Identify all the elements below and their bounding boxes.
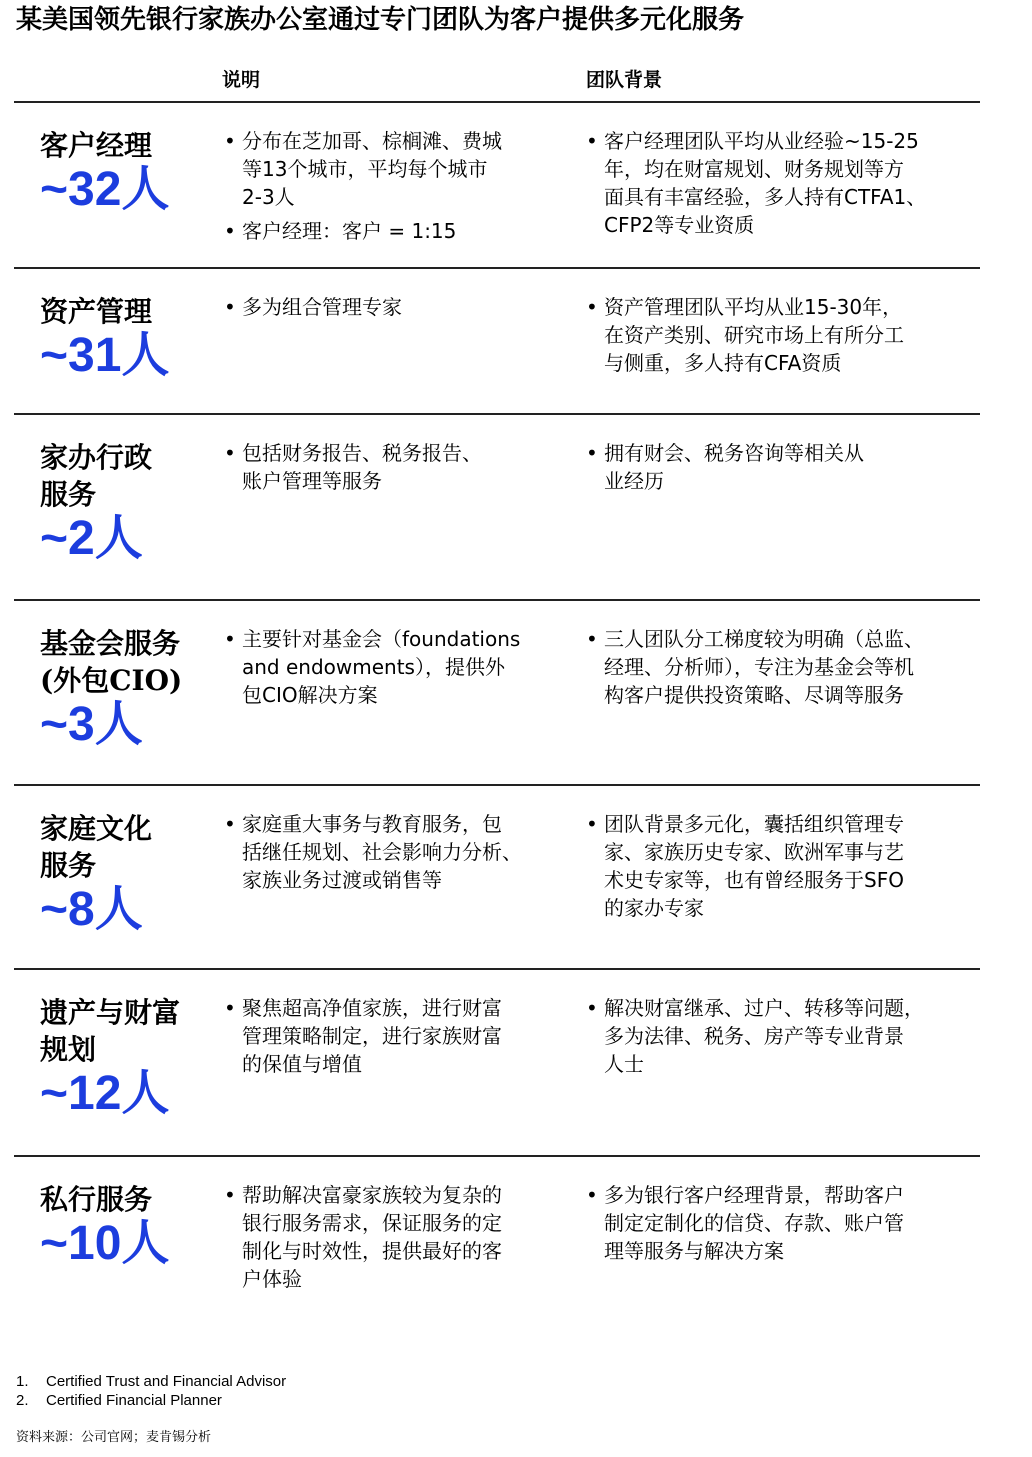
bullet-text-line: 术史专家等，也有曾经服务于SFO (604, 868, 904, 892)
table-row (14, 784, 980, 968)
bullet-item (584, 439, 980, 495)
bullet-text-line: 多为法律、税务、房产等专业背景 (604, 1024, 904, 1048)
bullet-text-line: • 客户经理团队平均从业经验~15-25 (604, 129, 919, 153)
team-name (40, 439, 215, 567)
bullet-text-line: • 多为银行客户经理背景，帮助客户 (604, 1183, 904, 1207)
bullet-text-line: 银行服务需求，保证服务的定 (242, 1211, 502, 1235)
bullet-text-line: • 主要针对基金会（foundations (242, 627, 521, 651)
bullet-text-line: 等13个城市，平均每个城市 (242, 157, 488, 181)
bullet-text-line: • 家庭重大事务与教育服务，包 (242, 812, 502, 836)
team-size: ~31人 (40, 329, 170, 382)
bullet-text-line: 账户管理等服务 (242, 469, 382, 493)
bullet-text-line: CFP2等专业资质 (604, 213, 755, 237)
bullet-text-line: 括继任规划、社会影响力分析、 (242, 840, 522, 864)
bullet-text-line: • 解决财富继承、过户、转移等问题， (604, 996, 924, 1020)
team-name-line: 服务 (40, 849, 97, 882)
page-title: 某美国领先银行家族办公室通过专门团队为客户提供多元化服务 (16, 5, 745, 35)
bullet-item (584, 994, 980, 1078)
bullet-item (222, 994, 567, 1078)
table-row (14, 101, 980, 267)
table-row (14, 968, 980, 1155)
team-size: ~32人 (40, 163, 170, 216)
bullet-text-line: • 帮助解决富豪家族较为复杂的 (242, 1183, 502, 1207)
bullet-text-line: 制化与时效性，提供最好的客 (242, 1239, 502, 1263)
team-name-line: 客户经理 (40, 129, 153, 162)
description-cell (222, 1181, 567, 1299)
bullet-text-line: 在资产类别、研究市场上有所分工 (604, 323, 904, 347)
team-name-line: 服务 (40, 478, 97, 511)
column-header-description: 说明 (222, 69, 261, 91)
team-name (40, 1181, 215, 1272)
background-cell (584, 810, 980, 928)
table-row (14, 267, 980, 413)
table-row (14, 413, 980, 599)
bullet-text-line: 面具有丰富经验，多人持有CTFA1、 (604, 185, 927, 209)
bullet-item (584, 127, 980, 239)
team-name-line: 资产管理 (40, 295, 153, 328)
bullet-text-line: 包CIO解决方案 (242, 683, 378, 707)
bullet-item (222, 625, 567, 709)
team-name (40, 625, 215, 753)
description-cell (222, 994, 567, 1084)
team-name (40, 810, 215, 938)
bullet-item (584, 810, 980, 922)
bullet-text-line: 的保值与增值 (242, 1052, 362, 1076)
bullet-item (222, 217, 567, 245)
team-name-line: 私行服务 (40, 1183, 153, 1216)
bullet-text-line: • 资产管理团队平均从业15-30年， (604, 295, 903, 319)
description-cell (222, 810, 567, 900)
bullet-text-line: 业经历 (604, 469, 664, 493)
team-name-line: 规划 (40, 1033, 97, 1066)
bullet-text-line: 构客户提供投资策略、尽调等服务 (604, 683, 904, 707)
background-cell (584, 439, 980, 501)
team-name (40, 293, 215, 384)
bullet-item (222, 1181, 567, 1293)
bullet-text-line: • 团队背景多元化，囊括组织管理专 (604, 812, 904, 836)
bullet-text-line: and endowments），提供外 (242, 655, 505, 679)
background-cell (584, 625, 980, 715)
footnote-1: 1. Certified Trust and Financial Advisor (16, 1373, 287, 1390)
table-row (14, 1155, 980, 1345)
description-cell (222, 625, 567, 715)
team-name-line: 家庭文化 (40, 812, 153, 845)
bullet-text-line: 2-3人 (242, 185, 295, 209)
bullet-text-line: • 拥有财会、税务咨询等相关从 (604, 441, 864, 465)
bullet-text-line: 理等服务与解决方案 (604, 1239, 784, 1263)
bullet-text-line: • 分布在芝加哥、棕榈滩、费城 (242, 129, 502, 153)
team-name-line: 基金会服务 (40, 627, 181, 660)
bullet-text-line: • 聚焦超高净值家族，进行财富 (242, 996, 502, 1020)
team-name-line: 遗产与财富 (40, 996, 181, 1029)
bullet-text-line: 年，均在财富规划、财务规划等方 (604, 157, 904, 181)
team-name-line: 家办行政 (40, 441, 153, 474)
bullet-item (584, 1181, 980, 1265)
team-size: ~3人 (40, 698, 143, 751)
team-size: ~12人 (40, 1067, 170, 1120)
bullet-text-line: 人士 (604, 1052, 644, 1076)
background-cell (584, 1181, 980, 1271)
team-size: ~10人 (40, 1217, 170, 1270)
bullet-text-line: 家、家族历史专家、欧洲军事与艺 (604, 840, 904, 864)
bullet-text-line: 经理、分析师），专注为基金会等机 (604, 655, 914, 679)
description-cell (222, 293, 567, 327)
bullet-item (584, 625, 980, 709)
bullet-text-line: 与侧重，多人持有CFA资质 (604, 351, 842, 375)
team-name-line: (外包CIO) (40, 664, 183, 697)
bullet-text-line: 制定定制化的信贷、存款、账户管 (604, 1211, 904, 1235)
bullet-text-line: • 包括财务报告、税务报告、 (242, 441, 482, 465)
description-cell (222, 127, 567, 251)
bullet-item (222, 439, 567, 495)
footnote-2: 2. Certified Financial Planner (16, 1392, 222, 1409)
background-cell (584, 994, 980, 1084)
background-cell (584, 127, 980, 245)
bullet-text-line: 的家办专家 (604, 896, 704, 920)
bullet-text-line: 家族业务过渡或销售等 (242, 868, 442, 892)
bullet-text-line: 户体验 (242, 1267, 302, 1291)
table-row (14, 599, 980, 784)
bullet-item (584, 293, 980, 377)
team-name (40, 127, 215, 218)
bullet-item (222, 293, 567, 321)
team-name (40, 994, 215, 1122)
bullet-item (222, 127, 567, 211)
bullet-text-line: • 客户经理：客户 = 1:15 (242, 219, 457, 243)
column-header-background: 团队背景 (586, 69, 663, 91)
source-note: 资料来源：公司官网；麦肯锡分析 (16, 1430, 212, 1445)
bullet-text-line: 管理策略制定，进行家族财富 (242, 1024, 502, 1048)
team-size: ~8人 (40, 883, 143, 936)
bullet-text-line: • 多为组合管理专家 (242, 295, 402, 319)
bullet-text-line: • 三人团队分工梯度较为明确（总监、 (604, 627, 924, 651)
background-cell (584, 293, 980, 383)
description-cell (222, 439, 567, 501)
team-size: ~2人 (40, 512, 143, 565)
footnotes (16, 1372, 286, 1410)
bullet-item (222, 810, 567, 894)
